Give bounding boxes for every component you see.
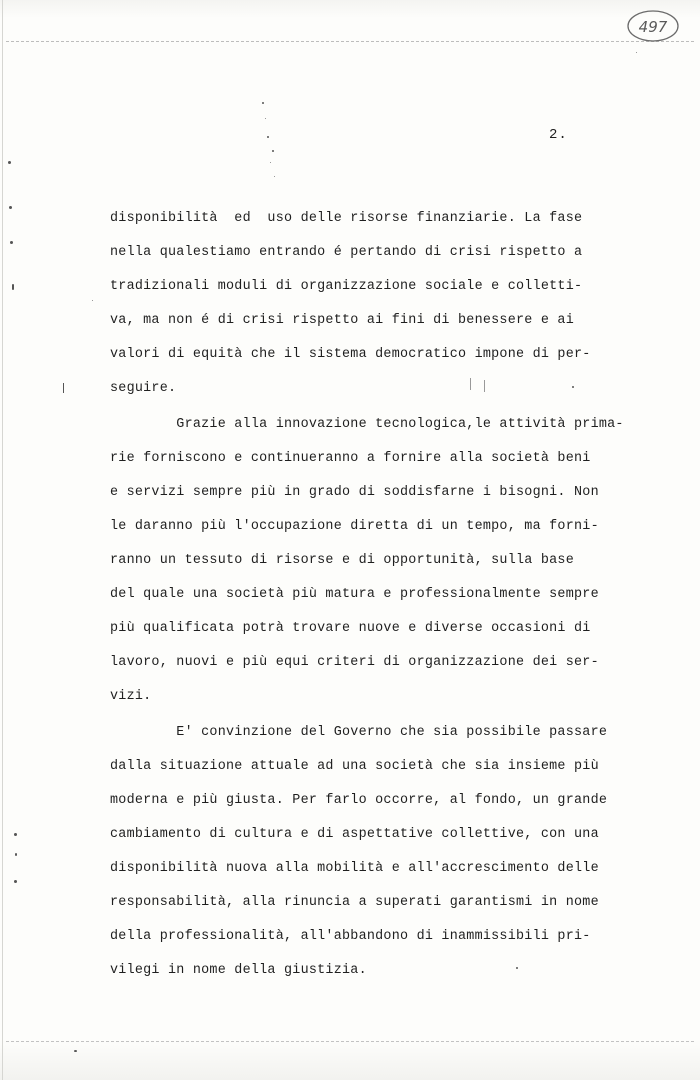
- text-line: responsabilità, alla rinuncia a superati garantismi in nome: [110, 895, 599, 910]
- page-edge: [2, 0, 3, 1080]
- scan-speck: [74, 1050, 77, 1052]
- scan-speck: [10, 241, 13, 244]
- text-line: disponibilità ed uso delle risorse finanziarie. La fase: [110, 211, 583, 226]
- scan-speck: [484, 380, 485, 392]
- text-line: lavoro, nuovi e più equi criteri di organizzazione dei ser-: [110, 655, 599, 670]
- text-line: rie forniscono e continueranno a fornire alla società beni: [110, 451, 591, 466]
- scan-speck: [516, 967, 518, 969]
- scan-speck: [274, 176, 275, 177]
- text-line: vilegi in nome della giustizia.: [110, 963, 367, 978]
- text-line: dalla situazione attuale ad una società che sia insieme più: [110, 759, 599, 774]
- scan-speck: [270, 162, 271, 163]
- paragraph: [110, 716, 650, 988]
- scan-speck: [470, 378, 471, 390]
- scan-speck: [262, 102, 264, 104]
- bottom-rule: [6, 1041, 694, 1042]
- text-line: ranno un tessuto di risorse e di opportunità, sulla base: [110, 553, 574, 568]
- scan-speck: [14, 880, 17, 883]
- text-line: moderna e più giusta. Per farlo occorre, al fondo, un grande: [110, 793, 608, 808]
- text-line: e servizi sempre più in grado di soddisfarne i bisogni. Non: [110, 485, 599, 500]
- scan-speck: [636, 52, 637, 53]
- text-line: Grazie alla innovazione tecnologica,le attività prima-: [110, 417, 624, 432]
- scan-speck: [272, 150, 274, 152]
- text-line: cambiamento di cultura e di aspettative collettive, con una: [110, 827, 599, 842]
- top-rule: [6, 41, 694, 42]
- text-line: va, ma non é di crisi rispetto ai fini di benessere e ai: [110, 313, 574, 328]
- scan-speck: [572, 386, 574, 388]
- text-line: del quale una società più matura e professionalmente sempre: [110, 587, 599, 602]
- scan-speck: [14, 833, 17, 836]
- text-line: seguire.: [110, 381, 177, 396]
- text-line: tradizionali moduli di organizzazione sociale e colletti-: [110, 279, 583, 294]
- scan-speck: [12, 284, 14, 290]
- text-line: E' convinzione del Governo che sia possibile passare: [110, 725, 608, 740]
- scan-speck: [9, 206, 12, 209]
- text-line: disponibilità nuova alla mobilità e all'accrescimento delle: [110, 861, 599, 876]
- archive-stamp-number: 497: [638, 18, 668, 36]
- scan-speck: [92, 300, 93, 301]
- paragraph: [110, 202, 650, 406]
- scan-speck: [267, 136, 269, 138]
- text-line: vizi.: [110, 689, 152, 704]
- text-line: della professionalità, all'abbandono di inammissibili pri-: [110, 929, 591, 944]
- scan-speck: [63, 383, 64, 393]
- scan-speck: [15, 853, 17, 856]
- text-line: le daranno più l'occupazione diretta di un tempo, ma forni-: [110, 519, 599, 534]
- text-line: nella qualestiamo entrando é pertando di crisi rispetto a: [110, 245, 583, 260]
- scan-speck: [265, 118, 266, 119]
- paragraph: [110, 408, 650, 714]
- text-line: più qualificata potrà trovare nuove e diverse occasioni di: [110, 621, 591, 636]
- document-body: [110, 202, 650, 988]
- archive-stamp: [626, 8, 680, 44]
- scan-speck: [8, 161, 11, 164]
- page-number: 2.: [549, 127, 568, 143]
- text-line: valori di equità che il sistema democratico impone di per-: [110, 347, 591, 362]
